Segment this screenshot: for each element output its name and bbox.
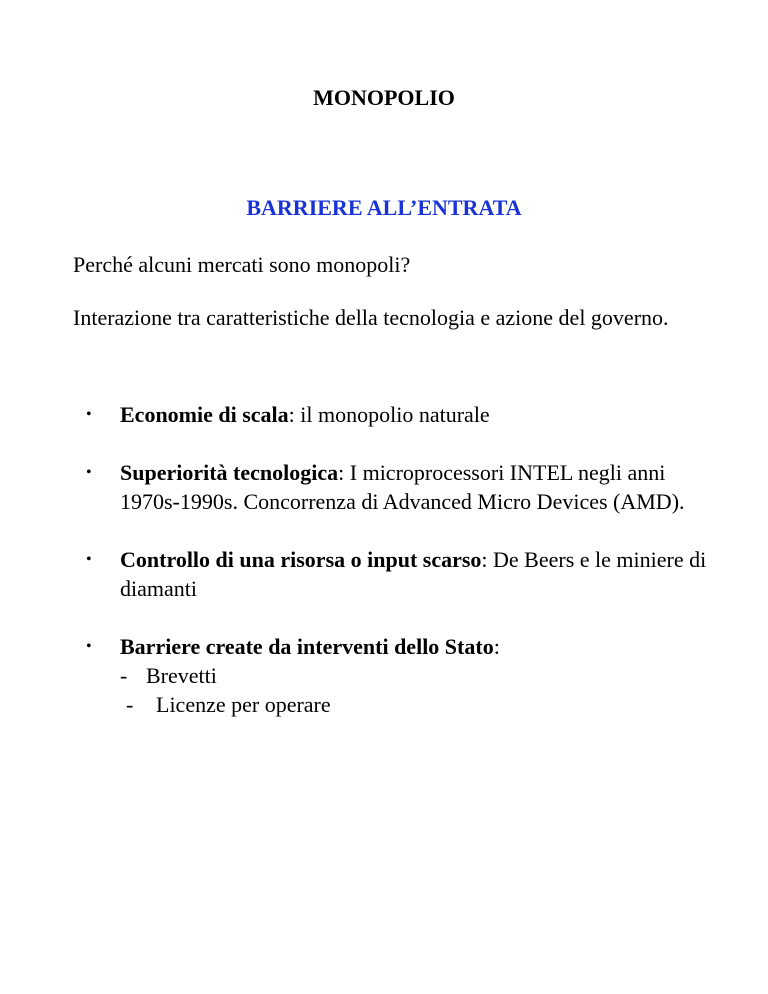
dash-marker: - bbox=[120, 663, 128, 688]
page-title: MONOPOLIO bbox=[313, 85, 455, 110]
sub-list-item-text: Brevetti bbox=[146, 663, 217, 688]
list-item-label: Controllo di una risorsa o input scarso bbox=[120, 547, 482, 572]
intro-paragraph: Interazione tra caratteristiche della tecnologia e azione del governo. bbox=[73, 305, 669, 330]
list-item-label: Barriere create da interventi dello Stato bbox=[120, 634, 494, 659]
sub-list-item bbox=[120, 661, 713, 690]
sub-list-item bbox=[120, 690, 713, 719]
list-item-text: : De Beers e le miniere di diamanti bbox=[120, 547, 707, 601]
list-item bbox=[73, 458, 713, 516]
bullet-icon: • bbox=[86, 464, 92, 481]
section-heading: BARRIERE ALL’ENTRATA bbox=[246, 195, 522, 220]
list-item-label: Economie di scala bbox=[120, 402, 289, 427]
barriers-list bbox=[73, 400, 713, 748]
list-item bbox=[73, 545, 713, 603]
bullet-icon: • bbox=[86, 406, 92, 423]
dash-marker: - bbox=[126, 692, 134, 717]
bullet-icon: • bbox=[86, 551, 92, 568]
bullet-icon: • bbox=[86, 638, 92, 655]
list-item bbox=[73, 632, 713, 719]
sub-list-item-text: Licenze per operare bbox=[156, 692, 331, 717]
question-paragraph: Perché alcuni mercati sono monopoli? bbox=[73, 252, 411, 277]
list-item bbox=[73, 400, 713, 429]
list-item-text: : I microprocessori INTEL negli anni 1970s-1990s. Concorrenza di Advanced Micro Devices (AMD). bbox=[120, 460, 685, 514]
list-item-label: Superiorità tecnologica bbox=[120, 460, 339, 485]
list-item-text: : il monopolio naturale bbox=[288, 402, 490, 427]
list-item-text: : bbox=[493, 634, 500, 659]
